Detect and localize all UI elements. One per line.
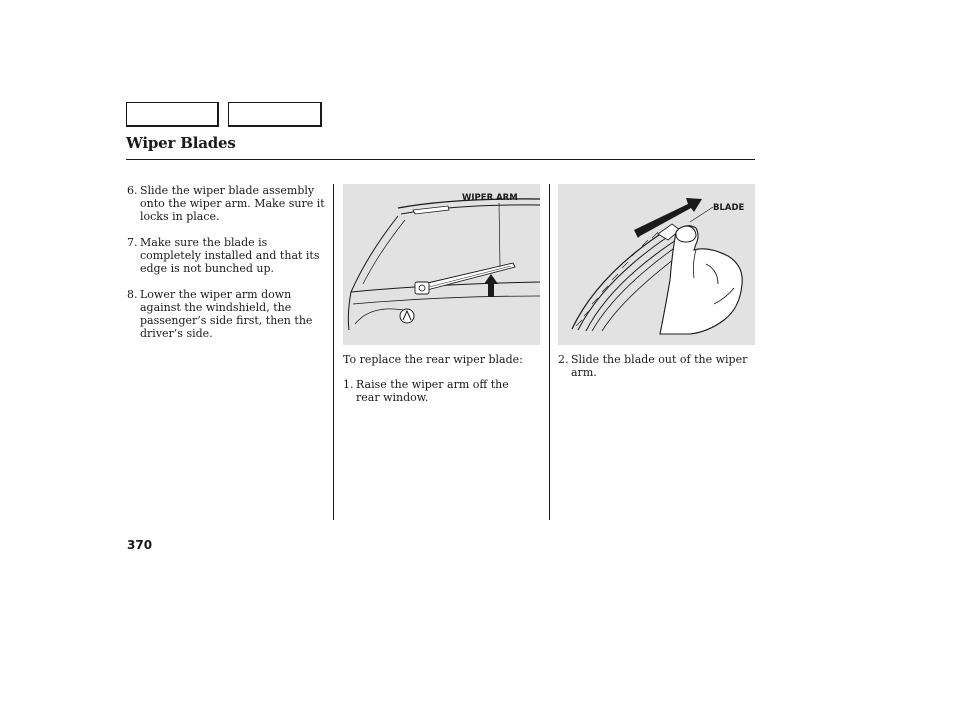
step-number: 1. <box>343 378 354 391</box>
step-item <box>127 288 327 340</box>
blade-slide-illustration <box>558 184 755 345</box>
page-title: Wiper Blades <box>126 134 236 152</box>
blade-callout: BLADE <box>713 203 745 213</box>
rear-window-illustration <box>343 184 540 345</box>
step-item <box>127 236 327 275</box>
step-text: Make sure the blade is completely installed and that its edge is not bunched up. <box>140 236 320 275</box>
intro-text: To replace the rear wiper blade: <box>343 353 523 366</box>
steps-list-col2 <box>343 378 533 417</box>
header-tab-1 <box>126 102 219 127</box>
step-text: Lower the wiper arm down against the windshield, the passenger’s side first, then the driver’s side. <box>140 288 313 340</box>
step-item <box>343 378 533 404</box>
step-text: Slide the wiper blade assembly onto the wiper arm. Make sure it locks in place. <box>140 184 325 223</box>
step-item <box>558 353 748 379</box>
rear-wiper-arm-figure <box>343 184 540 345</box>
blade-removal-figure <box>558 184 755 345</box>
up-arrow-icon <box>484 274 498 297</box>
step-number: 8. <box>127 288 138 301</box>
header-tab-2 <box>228 102 322 127</box>
step-item <box>127 184 327 223</box>
title-rule <box>126 159 755 160</box>
step-text: Slide the blade out of the wiper arm. <box>571 353 748 379</box>
step-number: 6. <box>127 184 138 197</box>
column-divider-1 <box>333 184 334 520</box>
page-number: 370 <box>127 538 153 552</box>
column-divider-2 <box>549 184 550 520</box>
steps-list-col3 <box>558 353 748 392</box>
wiper-arm-icon <box>415 263 515 294</box>
step-number: 7. <box>127 236 138 249</box>
step-text: Raise the wiper arm off the rear window. <box>356 378 509 404</box>
steps-list-col1 <box>127 184 327 353</box>
wiper-arm-callout: WIPER ARM <box>462 193 518 203</box>
step-number: 2. <box>558 353 569 366</box>
